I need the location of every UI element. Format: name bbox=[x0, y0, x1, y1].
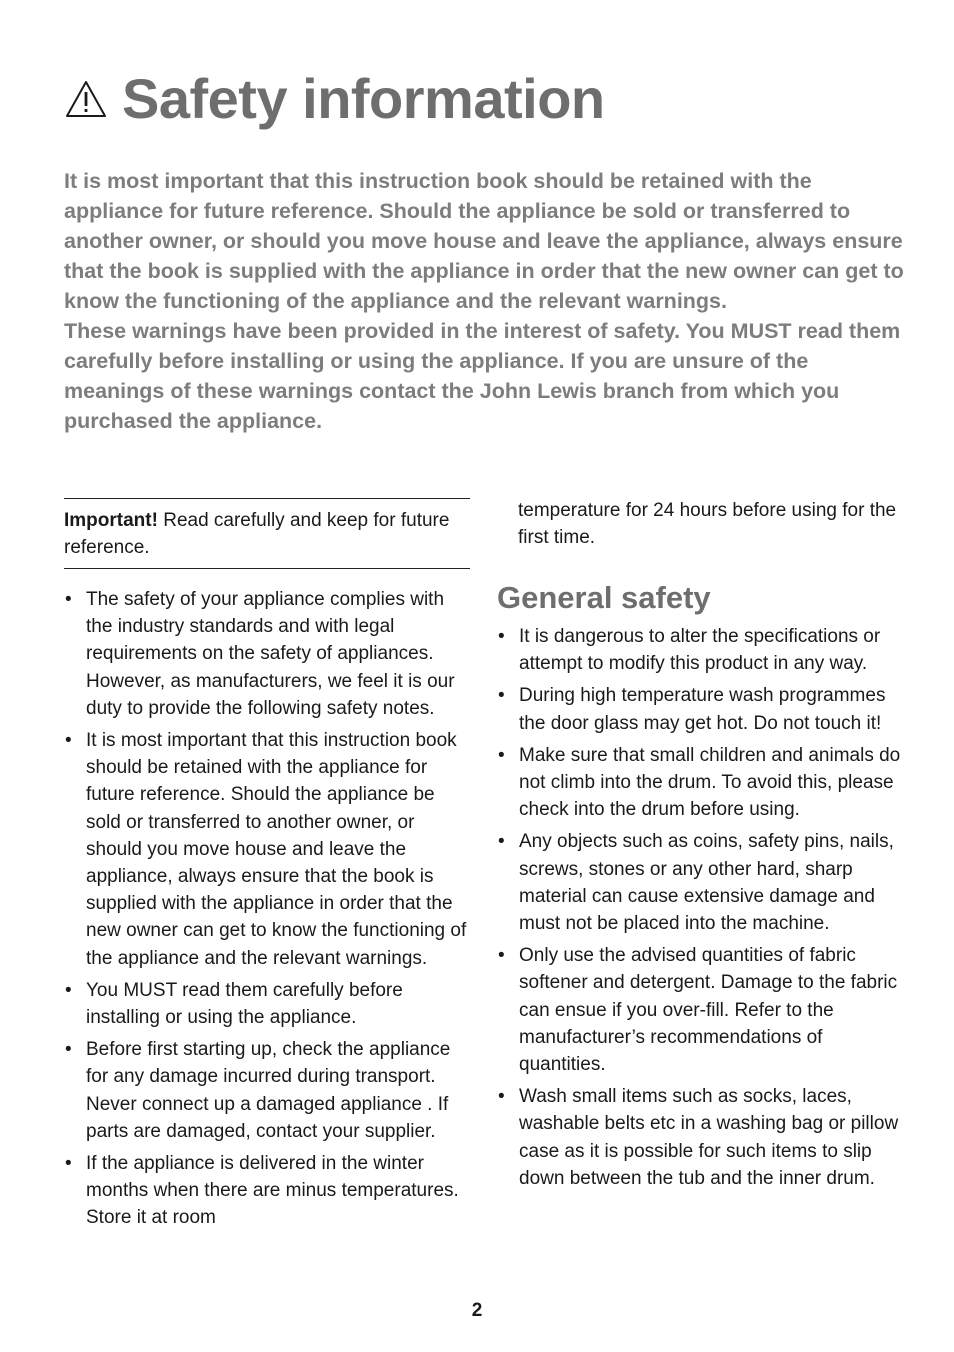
intro-text bbox=[64, 166, 906, 436]
continued-text: temperature for 24 hours before using for the first time. bbox=[518, 500, 897, 548]
list-item: • During high temperature wash programmes the door glass may get hot. Do not touch it! bbox=[497, 682, 907, 736]
list-item: • Only use the advised quantities of fabric softener and detergent. Damage to the fabric can ensue if you over-fill. Refer to the manufacturer’s recommendations of quantities. bbox=[497, 942, 907, 1078]
warning-triangle-icon bbox=[64, 79, 108, 119]
list-item: • Before first starting up, check the appliance for any damage incurred during transport. Never connect up a damaged appliance . If parts are damaged, contact your supplier. bbox=[64, 1036, 470, 1145]
important-label: Important! bbox=[64, 510, 158, 531]
list-item: • It is most important that this instruction book should be retained with the appliance for future reference. Should the appliance be sold or transferred to another owner, or should you move house and leave the appliance, always ensure that the book is supplied with the appliance in order that the new owner can get to know the functioning of the appliance and the relevant warnings. bbox=[64, 727, 470, 972]
section-heading-general-safety: General safety bbox=[497, 580, 711, 615]
list-item: • If the appliance is delivered in the winter months when there are minus temperatures. Store it at room bbox=[64, 1150, 470, 1232]
page-number: 2 bbox=[471, 1300, 483, 1321]
list-item: • You MUST read them carefully before installing or using the appliance. bbox=[64, 977, 470, 1031]
important-note bbox=[64, 498, 470, 569]
safety-notes-list bbox=[64, 586, 470, 1232]
general-safety-list bbox=[497, 623, 907, 1192]
important-text: Read carefully and keep for future reference. bbox=[64, 510, 450, 558]
list-item: • Wash small items such as socks, laces, washable belts etc in a washing bag or pillow case as it is possible for such items to slip down between the tub and the inner drum. bbox=[497, 1083, 907, 1192]
page-header bbox=[64, 66, 605, 132]
left-column bbox=[64, 498, 470, 1237]
list-item: • Make sure that small children and animals do not climb into the drum. To avoid this, please check into the drum before using. bbox=[497, 742, 907, 824]
list-item: • Any objects such as coins, safety pins, nails, screws, stones or any other hard, sharp material can cause extensive damage and must not be placed into the machine. bbox=[497, 828, 907, 937]
list-item: • The safety of your appliance complies with the industry standards and with legal requirements on the safety of appliances. However, as manufacturers, we feel it is our duty to provide the following safety notes. bbox=[64, 586, 470, 722]
intro-paragraph-1: It is most important that this instruction book should be retained with the appliance for future reference. Should the appliance be sold or transferred to another owner, or should you move house and leave the appliance, always ensure that the book is supplied with the appliance in order that the new owner can get to know the functioning of the appliance and the relevant warnings. bbox=[64, 169, 904, 313]
page-title: Safety information bbox=[122, 67, 605, 130]
intro-paragraph-2: These warnings have been provided in the interest of safety. You MUST read them carefully before installing or using the appliance. If you are unsure of the meanings of these warnings contact the John Lewis branch from which you purchased the appliance. bbox=[64, 319, 901, 433]
list-item: • It is dangerous to alter the specifications or attempt to modify this product in any way. bbox=[497, 623, 907, 677]
right-column bbox=[497, 497, 907, 1197]
